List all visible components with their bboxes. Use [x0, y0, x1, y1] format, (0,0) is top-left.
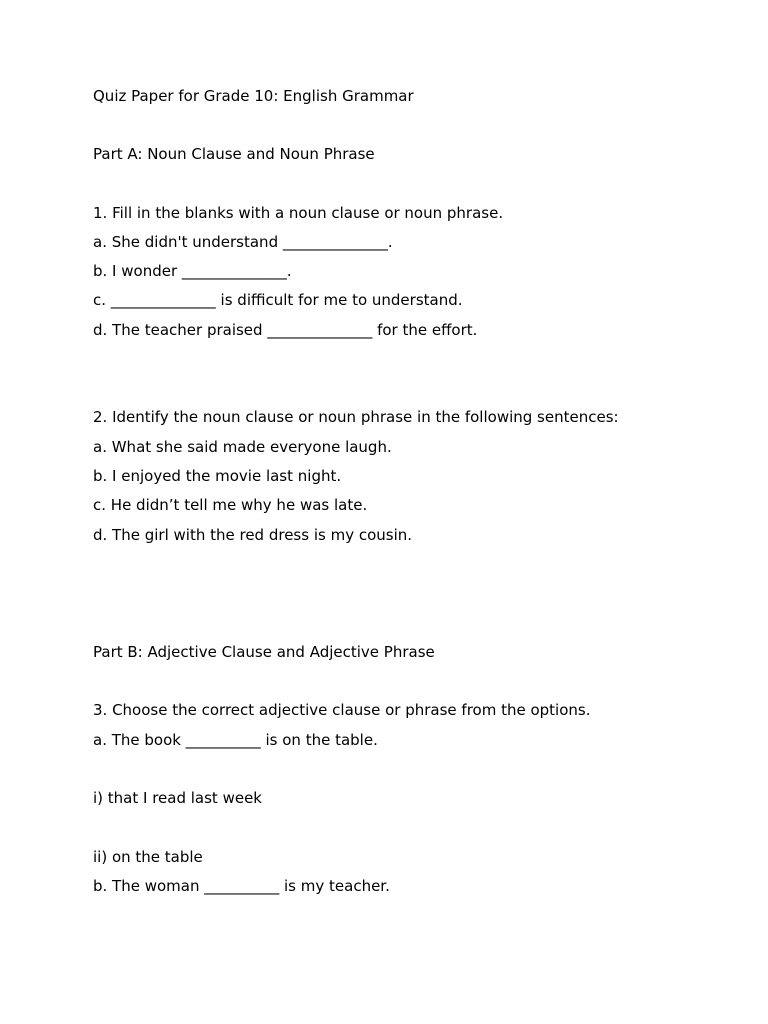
question-1-item-b: b. I wonder ______________.	[93, 262, 292, 280]
question-3-item-b: b. The woman __________ is my teacher.	[93, 877, 390, 895]
document-title: Quiz Paper for Grade 10: English Grammar	[93, 87, 414, 105]
question-3-item-a: a. The book __________ is on the table.	[93, 731, 378, 749]
question-2-item-c: c. He didn’t tell me why he was late.	[93, 496, 368, 514]
part-a-heading: Part A: Noun Clause and Noun Phrase	[93, 145, 375, 163]
question-2-item-d: d. The girl with the red dress is my cousin.	[93, 526, 413, 544]
question-2-item-a: a. What she said made everyone laugh.	[93, 438, 392, 456]
question-2-item-b: b. I enjoyed the movie last night.	[93, 467, 342, 485]
question-3-option-i: i) that I read last week	[93, 789, 262, 807]
question-3-prompt: 3. Choose the correct adjective clause or phrase from the options.	[93, 701, 591, 719]
question-1-item-d: d. The teacher praised ______________ for the effort.	[93, 321, 478, 339]
part-b-heading: Part B: Adjective Clause and Adjective Phrase	[93, 643, 435, 661]
question-1-item-c: c. ______________ is difficult for me to understand.	[93, 291, 463, 309]
question-2-prompt: 2. Identify the noun clause or noun phrase in the following sentences:	[93, 408, 619, 426]
question-1-prompt: 1. Fill in the blanks with a noun clause or noun phrase.	[93, 204, 504, 222]
question-1-item-a: a. She didn't understand ______________.	[93, 233, 393, 251]
question-3-option-ii: ii) on the table	[93, 848, 203, 866]
